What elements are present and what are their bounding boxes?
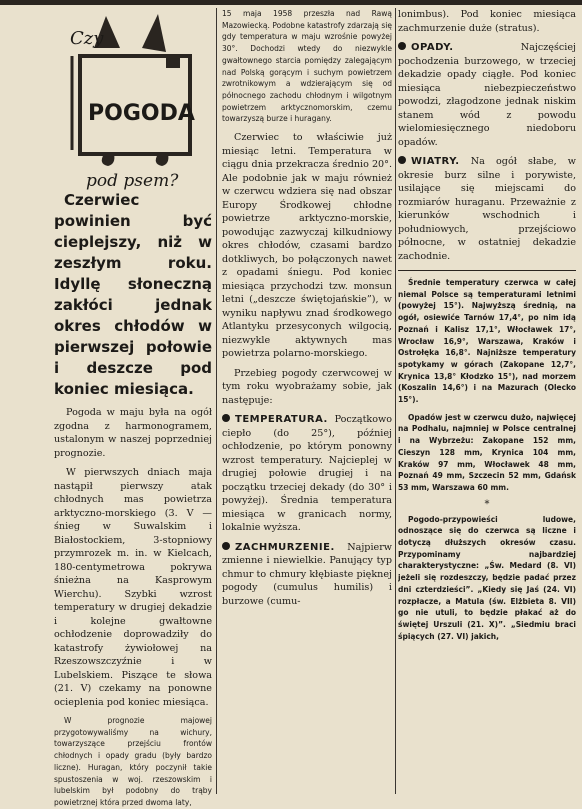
bullet-icon: [398, 156, 406, 164]
logo-illustration: [54, 8, 212, 190]
dog-sign-icon: [54, 8, 212, 190]
column-3: [398, 8, 576, 642]
section-separator: [398, 270, 576, 271]
temperature-stats: Średnie temperatury czerwca w całej niemal Polsce są temperaturami letnimi (powyżej 15°). Najwyższą średnią, na ogół, osiewiće Tarnów 17,4°, po nim idą Poznań i Kalisz 17,1°, Włocławek 17°, Wrocław 16,9°, Warszawa, Kraków i Ostrołęka 16,8°. Najniższe temperatury spotykamy w górach (Zakopane 12,7°, Krynica 13,8° Kłodzko 15°), nad morzem (Koszalin 14,6°) i na Mazurach (Olecko 15°).: [398, 278, 576, 405]
star-separator: *: [484, 498, 490, 510]
logo-main-text: POGODA: [88, 101, 195, 126]
wind-heading: WIATRY.: [411, 156, 460, 167]
bullet-icon: [398, 42, 406, 50]
wind-text: Na ogół słabe, w okresie burz silne i porywiste, usilające się miejscami do rozmiarów huraganu. Przeważnie z kierunków wschodnich i południowych, przejściowo północne, w ostatniej dekadzie zachodnie.: [398, 156, 576, 262]
folk-sayings: Pogodo-przypowieści ludowe, odnoszące się do czerwca są liczne i dotyczą dłuższych okresów czasu. Przypominamy najbardziej charakterystyczne: „Św. Medard (8. VI) jeżeli się rozdeszczy, będzie padać przez dni czterdzieści”. „Kiedy się Jaś (24. VI) rozpłacze, a Matula (św. Elżbieta 8. VII) go nie utuli, to będzie płakać aż do świętej Urszuli (21. X)”. „Siedmiu braci śpiących (27. VI) jakich,: [398, 514, 576, 641]
column-divider-1: [216, 8, 217, 794]
column-divider-2: [395, 8, 396, 794]
rain-text: Najczęściej pochodzenia burzowego, w trzeciej dekadzie opady ciągłe. Pod koniec miesiąca niebezpieczeństwo powodzi, złagodzone jednak niskim stanem wód z powodu wielomiesięcznego niedoboru opadów.: [398, 42, 576, 148]
temperature-section: [222, 413, 392, 535]
column-1: [54, 8, 212, 809]
cloud-heading: ZACHMURZENIE.: [235, 541, 335, 553]
logo-top-text: Czy: [70, 28, 104, 49]
temperature-text: Początkowo ciepło (do 25°), później ochłodzenie, po którym ponowny wzrost temperatury. Najcieplej w drugiej połowie drugiej i na początku trzeciej dekady (do 30° i powyżej). Średnia temperatura miesiąca w granicach normy, lokalnie wyższa.: [222, 414, 392, 534]
col1-paragraph-2: W pierwszych dniach maja nastąpił pierwszy atak chłodnych mas powietrza arktyczno-morskiego (3. V — śnieg w Suwalskim i Białostockiem, 3-stopniowy przymrozek m. in. w Kielcach, 180-centymetrowa pokrywa śnieżna na Kasprowym Wierchu). Szybki wzrost temperatury w drugiej dekadzie i kolejne gwałtowne ochłodzenie doprowadziły do katastrofy żywiołowej na Rzeszowszczyźnie i w Lubelskiem. Piszące te słowa (21. V) czekamy na ponowne ocieplenia pod koniec miesiąca.: [54, 467, 212, 708]
rainfall-stats: Opadów jest w czerwcu dużo, najwięcej na Podhalu, najmniej w Polsce centralnej i na Wybrzeżu: Zakopane 152 mm, Cieszyn 128 mm, Krynica 104 mm, Kraków 97 mm, Włocławek 48 mm, Poznań 49 mm, Szczecin 52 mm, Gdańsk 53 mm, Warszawa 60 mm.: [398, 412, 576, 492]
bullet-icon: [222, 414, 230, 422]
wind-section: [398, 155, 576, 263]
logo-bottom-text: pod psem?: [86, 171, 179, 190]
col1-paragraph-3: W prognozie majowej przygotowywaliśmy na wichury, towarzyszące przejściu frontów chłodnych i opady gradu (były bardzo liczne). Huragan, który poczynił takie spustoszenia w woj. rzeszowskim i lubelskim był podobny do trąby powietrznej która przed dwoma laty,: [54, 716, 212, 807]
col2-paragraph-2: Czerwiec to właściwie już miesiąc letni. Temperatura w ciągu dnia przekracza średnio 20°. Ale podobnie jak w maju również w czerwcu wdziera się nad obszar Europy Środkowej chłodne powietrze arktyczno-morskie, powodując zazwyczaj kilkudniowy okres chłodów, czasami bardzo dotkliwych, bo połączonych nawet z opadami śniegu. Pod koniec miesiąca przychodzi tzw. monsun letni („deszcze świętojańskie”), w wyniku napływu znad środkowego Atlantyku przesyconych wilgocią, niezwykle aktywnych mas powietrza polarno-morskiego.: [222, 132, 392, 360]
col2-paragraph-3: Przebieg pogody czerwcowej w tym roku wyobrażamy sobie, jak następuje:: [222, 367, 392, 406]
col3-paragraph-0: lonimbus). Pod koniec miesiąca zachmurzenie duże (stratus).: [398, 9, 576, 34]
cloud-text: Najpierw zmienne i niewielkie. Panujący typ chmur to chmury kłębiaste pięknej pogody (cumulus humilis) i burzowe (cumu-: [222, 541, 392, 607]
column-2: [222, 8, 392, 608]
rain-heading: OPADY.: [411, 42, 454, 53]
col2-paragraph-1: 15 maja 1958 przeszła nad Rawą Mazowiecką. Podobne katastrofy zdarzają się gdy temperatura w maju wzrośnie powyżej 30°. Dochodzi wtedy do niezwykle gwałtownego starcia pomiędzy zalegającym nad Polską gorącym i suchym powietrzem zwrotnikowym a wdzierającym się od północnego zachodu chłodnym i wilgotnym powietrzem arktycznomorskim, czemu towarzyszą burze i huragany.: [222, 9, 392, 124]
bullet-icon: [222, 542, 230, 550]
temperature-heading: TEMPERATURA.: [235, 414, 328, 426]
cloud-section: [222, 541, 392, 609]
lead-paragraph: Czerwiec powinien być cieplejszy, niż w zeszłym roku. Idyllę słoneczną zakłóci jednak okres chłodów w pierwszej połowie i deszcze pod koniec miesiąca.: [54, 191, 212, 398]
top-rule: [0, 0, 582, 5]
col1-paragraph-1: Pogoda w maju była na ogół zgodna z harmonogramem, ustalonym w naszej poprzedniej prognozie.: [54, 407, 212, 459]
rain-section: [398, 41, 576, 149]
